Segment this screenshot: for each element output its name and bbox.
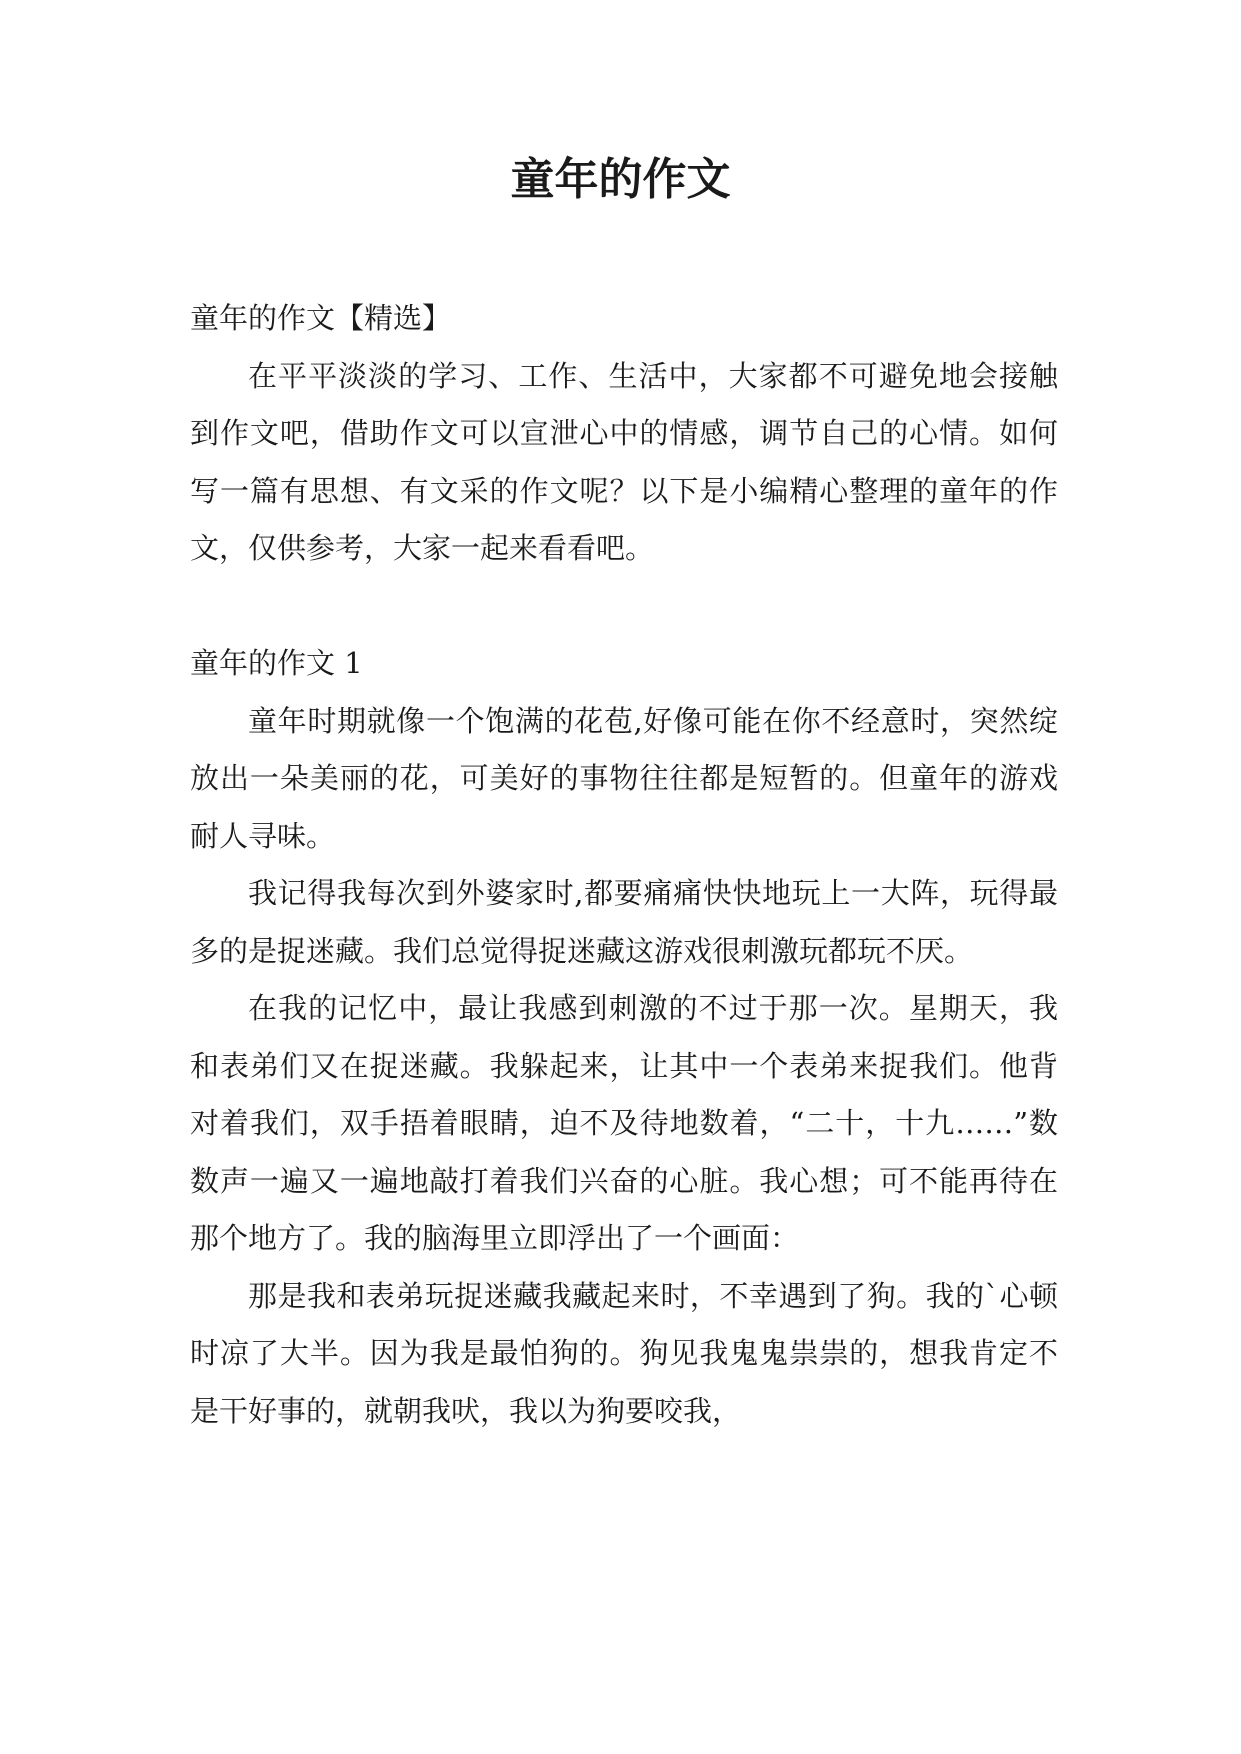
section-heading: 童年的作文 1 [190,646,363,680]
body-paragraph: 童年时期就像一个饱满的花苞,好像可能在你不经意时，突然绽放出一朵美丽的花，可美好的事物往往都是短暂的。但童年的游戏耐人寻味。 [190,703,1058,853]
document-title: 童年的作文 [510,154,731,205]
intro-heading: 童年的作文【精选】 [190,301,452,335]
body-paragraph: 我记得我每次到外婆家时,都要痛痛快快地玩上一大阵，玩得最多的是捉迷藏。我们总觉得捉迷藏这游戏很刺激玩都玩不厌。 [190,876,1058,968]
body-paragraph: 在我的记忆中，最让我感到刺激的不过于那一次。星期天，我和表弟们又在捉迷藏。我躲起来，让其中一个表弟来捉我们。他背对着我们，双手捂着眼睛，迫不及待地数着，“二十，十九……”数数声一遍又一遍地敲打着我们兴奋的心脏。我心想；可不能再待在那个地方了。我的脑海里立即浮出了一个画面： [190,991,1058,1255]
document-body [190,290,1058,1440]
intro-paragraph: 在平平淡淡的学习、工作、生活中，大家都不可避免地会接触到作文吧，借助作文可以宣泄心中的情感，调节自己的心情。如何写一篇有思想、有文采的作文呢？以下是小编精心整理的童年的作文，仅供参考，大家一起来看看吧。 [190,358,1058,565]
section-spacer [190,578,1058,636]
body-paragraph: 那是我和表弟玩捉迷藏我藏起来时，不幸遇到了狗。我的`心顿时凉了大半。因为我是最怕狗的。狗见我鬼鬼祟祟的，想我肯定不是干好事的，就朝我吠，我以为狗要咬我， [190,1278,1058,1428]
